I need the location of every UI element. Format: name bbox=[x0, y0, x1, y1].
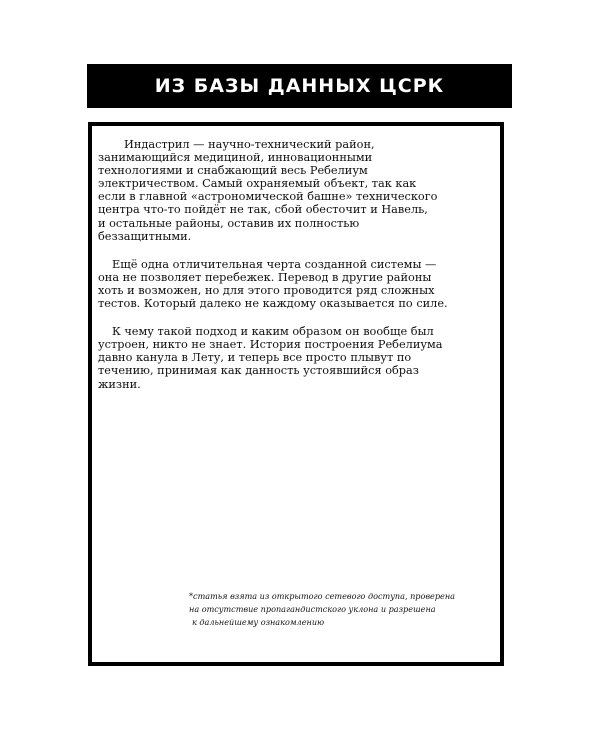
text-line: занимающийся медициной, инновационными bbox=[98, 151, 373, 165]
text-line: давно канула в Лету, и теперь все просто плывут по bbox=[98, 351, 412, 365]
article-body bbox=[98, 138, 496, 406]
footnote-line: *статья взята из открытого сетевого доступа, проверена bbox=[189, 591, 455, 601]
text-line: и остальные районы, оставив их полностью bbox=[98, 216, 360, 230]
page-title: ИЗ БАЗЫ ДАННЫХ ЦСРК bbox=[154, 75, 445, 97]
text-line: тестов. Который далеко не каждому оказывается по силе. bbox=[98, 297, 448, 311]
footnote-line: к дальнейшему ознакомлению bbox=[192, 617, 325, 627]
article-paragraph-2 bbox=[98, 258, 496, 310]
text-line: Ещё одна отличительная черта созданной системы — bbox=[112, 257, 437, 271]
footnote bbox=[189, 590, 489, 629]
text-line: течению, принимая как данность устоявшийся образ bbox=[98, 364, 419, 378]
text-line: если в главной «астрономической башне» технического bbox=[98, 190, 438, 204]
header-banner bbox=[87, 64, 512, 108]
article-paragraph-3 bbox=[98, 325, 496, 390]
text-line: беззащитными. bbox=[98, 229, 192, 243]
text-line: технологиями и снабжающий весь Ребелиум bbox=[98, 164, 368, 178]
text-line: жизни. bbox=[98, 377, 141, 391]
text-line: она не позволяет перебежек. Перевод в другие районы bbox=[98, 270, 432, 284]
text-line: Индастрил — научно-технический район, bbox=[124, 138, 375, 151]
footnote-line: на отсутствие пропагандистского уклона и разрешена bbox=[189, 604, 436, 614]
article-frame bbox=[88, 122, 504, 666]
text-line: К чему такой подход и каким образом он вообще был bbox=[112, 325, 434, 339]
text-line: электричеством. Самый охраняемый объект, так как bbox=[98, 177, 417, 191]
article-paragraph-1 bbox=[98, 138, 496, 243]
text-line: центра что-то пойдёт не так, сбой обесточит и Навель, bbox=[98, 203, 428, 217]
text-line: устроен, никто не знает. История построения Ребелиума bbox=[98, 338, 443, 352]
text-line: хоть и возможен, но для этого проводится ряд сложных bbox=[98, 283, 435, 297]
